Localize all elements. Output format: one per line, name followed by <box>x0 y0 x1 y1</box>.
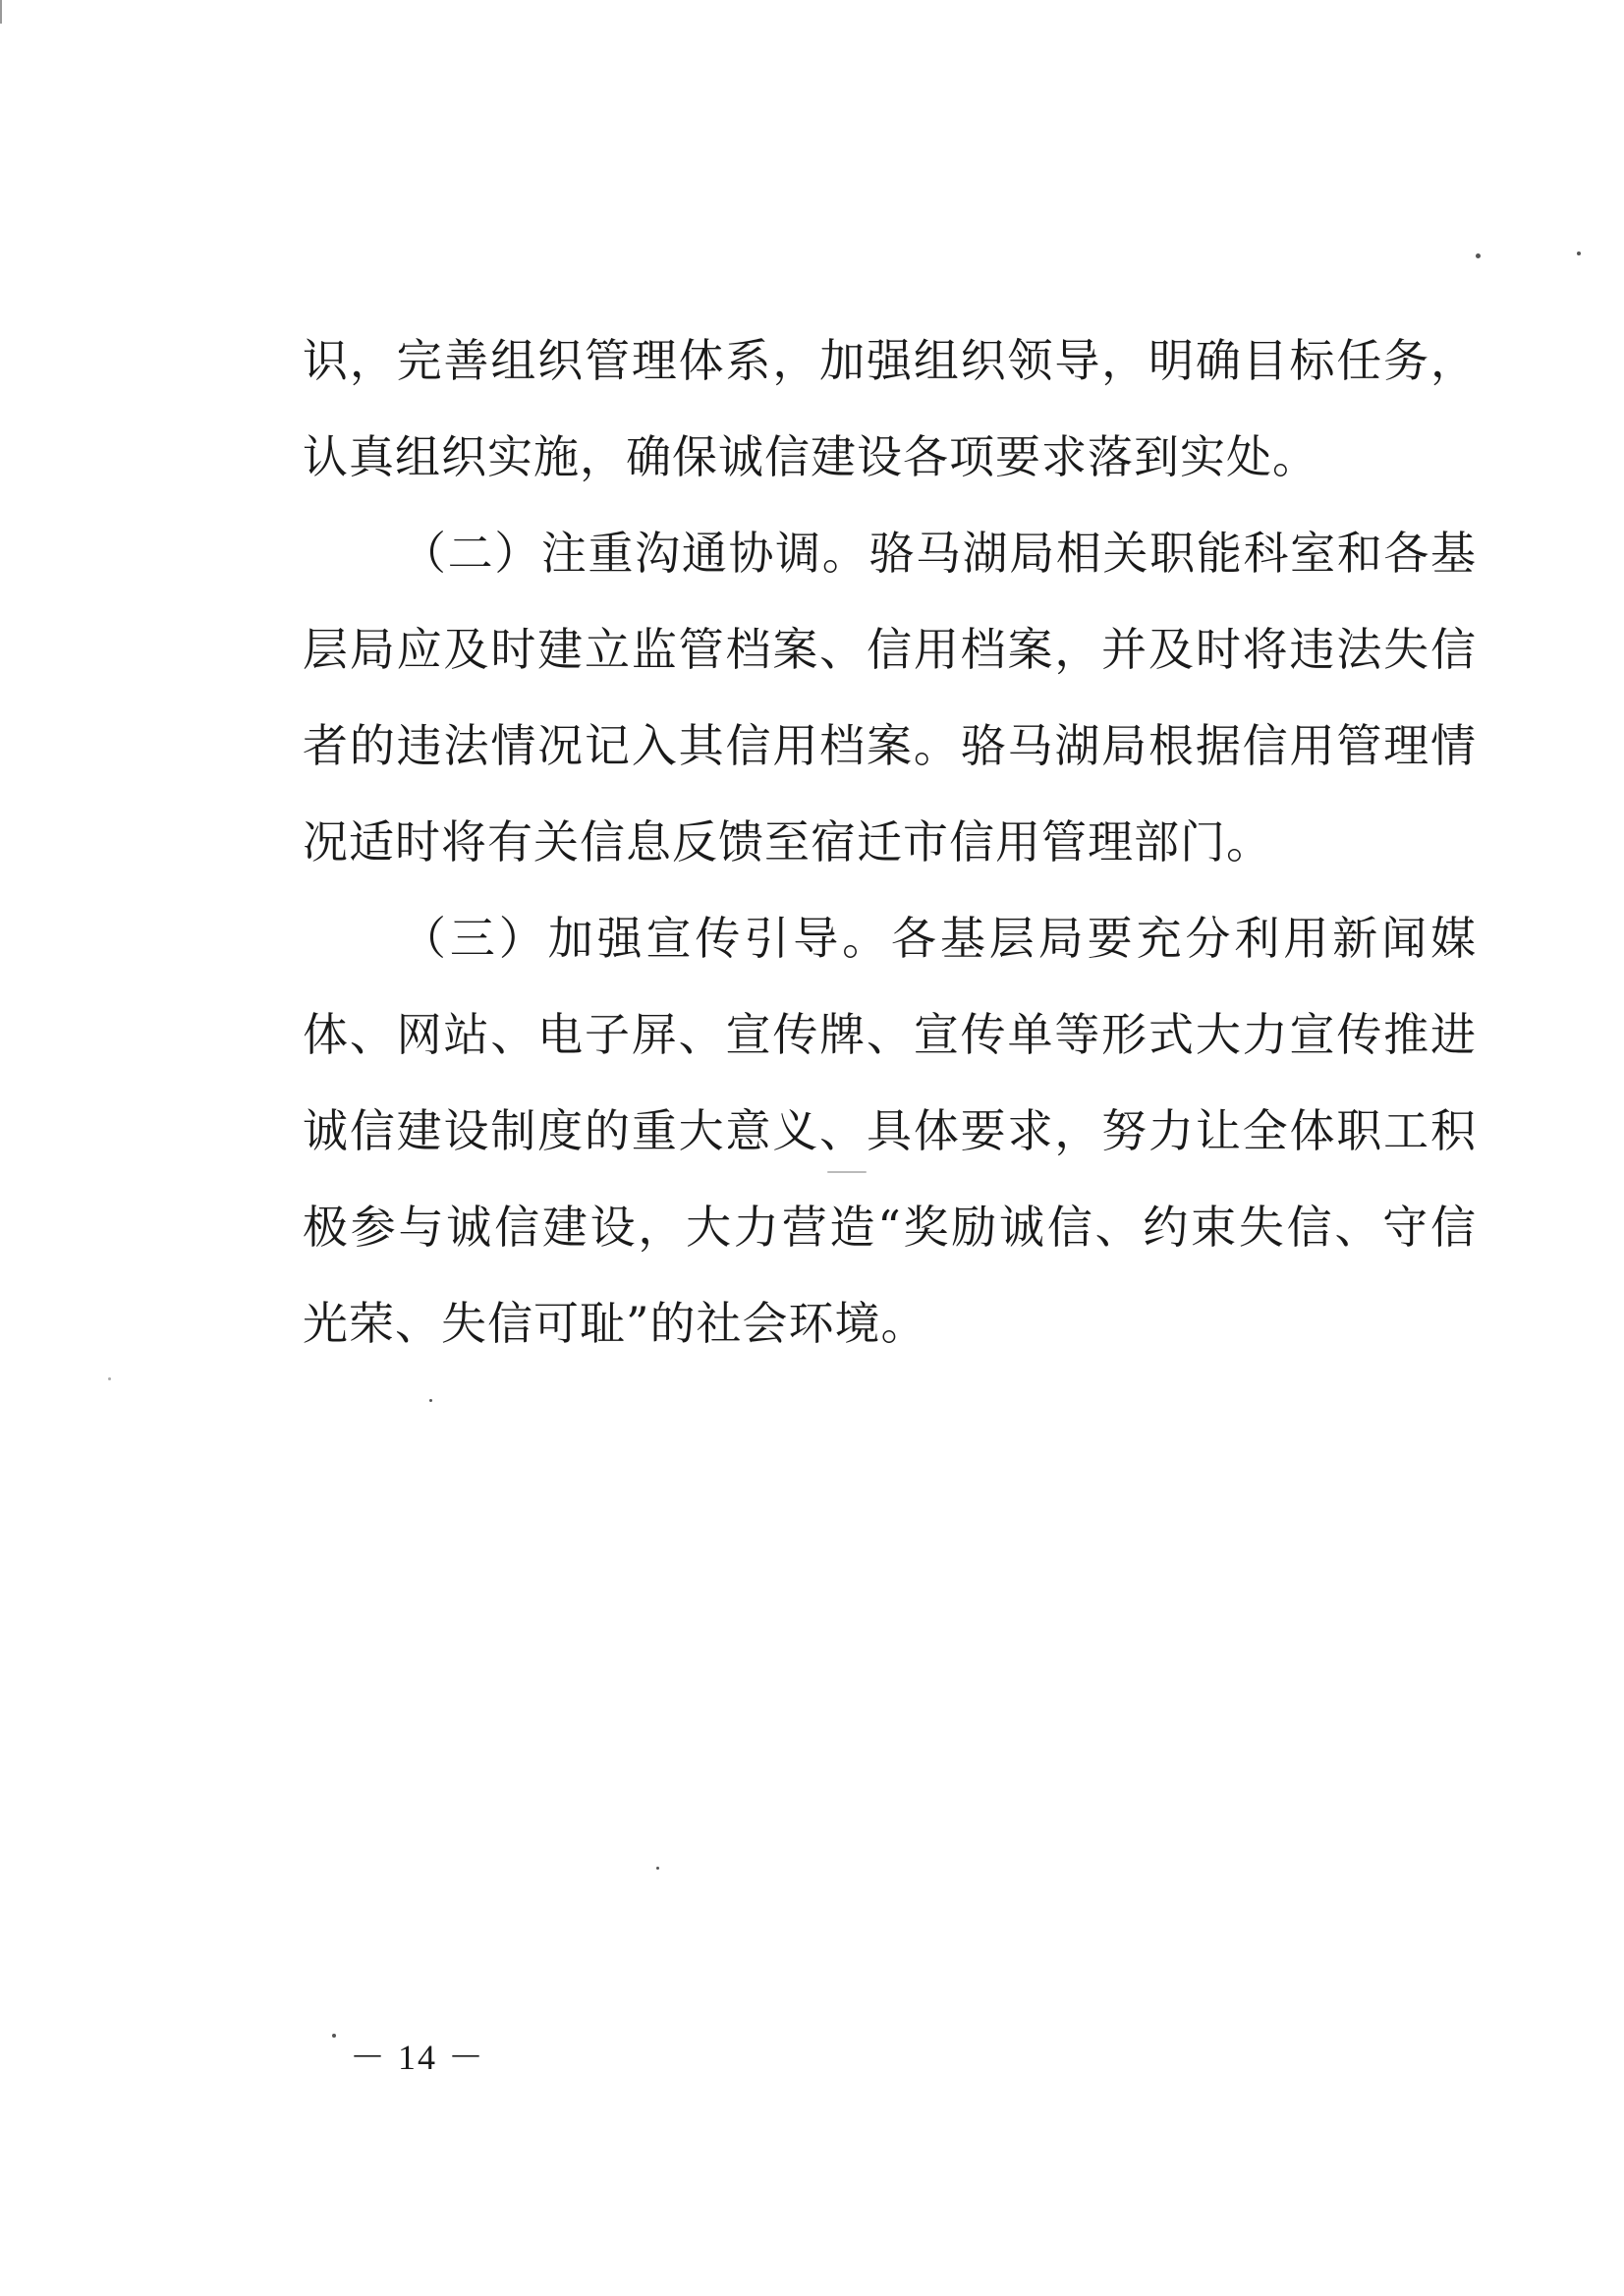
scan-speck <box>1577 252 1581 255</box>
scan-edge-mark <box>0 0 2 24</box>
scan-speck <box>332 2034 336 2038</box>
paragraph-communication-coordination: （二）注重沟通协调。骆马湖局相关职能科室和各基层局应及时建立监管档案、信用档案，并及时将违法失信者的违法情况记入其信用档案。骆马湖局根据信用管理情况适时将有关信息反馈至宿迁市信用管理部门。 <box>303 527 1477 868</box>
paragraph-continuation: 识，完善组织管理体系，加强组织领导，明确目标任务，认真组织实施，确保诚信建设各项要求落到实处。 <box>303 334 1477 483</box>
scan-speck <box>656 1867 659 1870</box>
scan-speck <box>827 1171 867 1173</box>
body-text <box>303 312 1477 1372</box>
scan-speck <box>108 1377 111 1380</box>
scan-speck <box>429 1399 432 1402</box>
scan-speck <box>1476 253 1481 258</box>
paragraph-publicity-guidance: （三）加强宣传引导。各基层局要充分利用新闻媒体、网站、电子屏、宣传牌、宣传单等形式大力宣传推进诚信建设制度的重大意义、具体要求，努力让全体职工积极参与诚信建设，大力营造“奖励诚信、约束失信、守信光荣、失信可耻”的社会环境。 <box>303 912 1477 1350</box>
page-number: － 14 － <box>350 2038 486 2077</box>
